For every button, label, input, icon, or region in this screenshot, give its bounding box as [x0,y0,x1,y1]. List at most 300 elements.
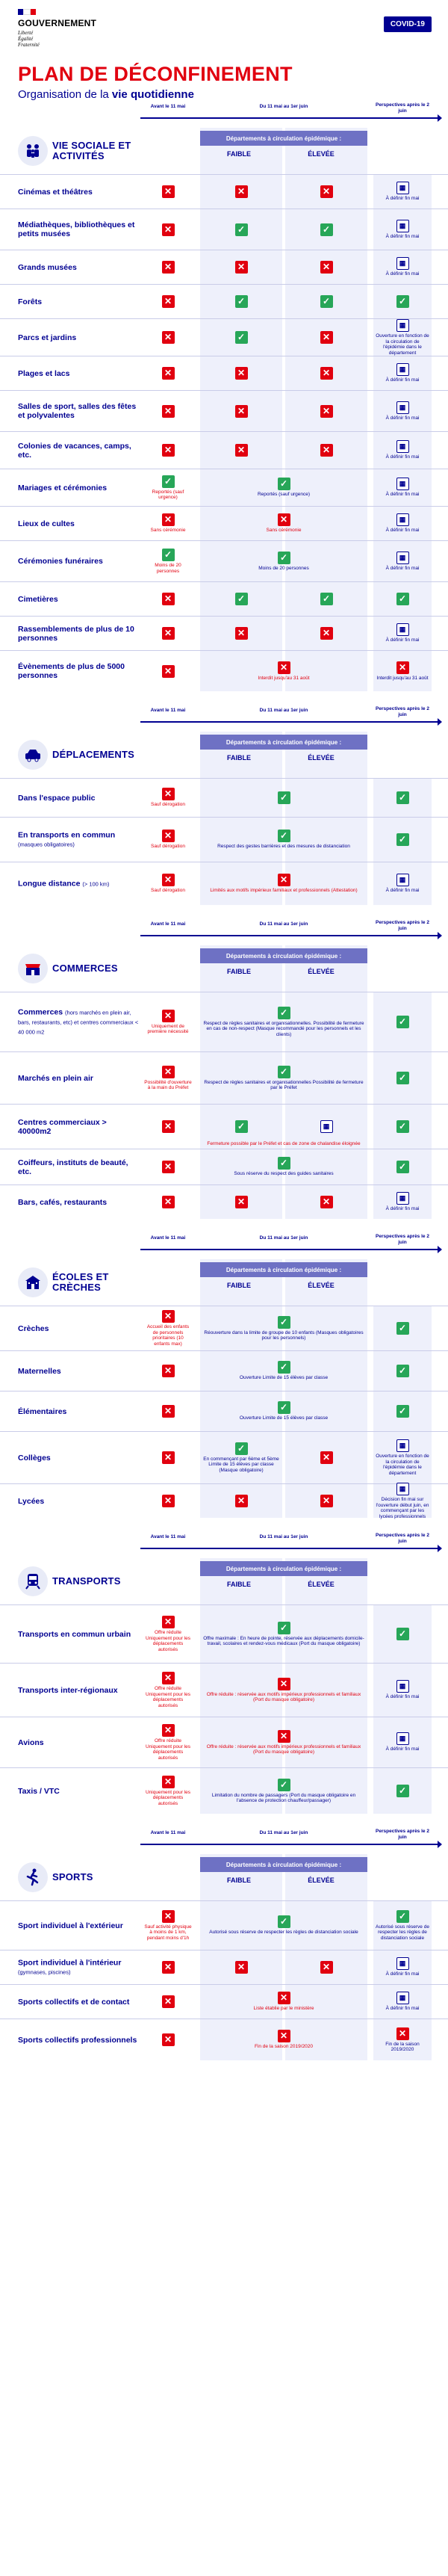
closed-icon: ✕ [162,874,175,886]
row-label: Transports en commun urbain [18,1629,131,1639]
cell-after: ▦ À définir fin mai [373,1717,432,1767]
calendar-icon: ▦ [396,1957,409,1970]
calendar-icon: ▦ [396,478,409,490]
cell-after: ▦ À définir fin mai [373,541,432,581]
open-icon: ✓ [235,1442,248,1455]
section-header [0,1558,448,1604]
table-row [0,1184,448,1219]
closed-icon: ✕ [162,2033,175,2046]
row-label: Taxis / VTC [18,1786,60,1796]
table-row [0,778,448,817]
cell-after: ▦ À définir fin mai [373,1950,432,1984]
closed-icon: ✕ [278,2030,290,2042]
cell-during: ✓ Offre maximale : En heure de pointe, réservée aux déplacements domicile-travail, scolaires et rendez-vous médicaux (Port du masque obligatoire) [203,1622,364,1646]
timeline-arrow [140,1548,441,1549]
cell-during: ✓ Respect des gestes barrières et des mesures de distanciation [217,830,350,850]
cell-after [373,1052,432,1104]
cell-after: ▦ À définir fin mai [373,175,432,209]
closed-icon: ✕ [162,1010,175,1022]
closed-icon: ✕ [278,1992,290,2004]
cell-before: ✓ Moins de 20 personnes [155,549,181,574]
cell-after: ▦ À définir fin mai [373,356,432,390]
closed-icon: ✕ [235,405,248,418]
cell-before [142,250,194,284]
open-icon: ✓ [396,1161,409,1173]
cell-after: ▦ À définir fin mai [373,391,432,431]
col-during: Du 11 mai au 1er juin [259,1830,308,1835]
open-icon: ✓ [396,1405,409,1418]
col-during: Du 11 mai au 1er juin [259,921,308,927]
section-header [0,945,448,992]
cell-after: ✕ Interdit jusqu'au 31 août [376,661,429,681]
cell-elevee [285,1432,367,1483]
row-label: Maternelles [18,1366,61,1376]
section-header [0,128,448,174]
closed-icon: ✕ [235,1196,248,1208]
zone-band: Départements à circulation épidémique : [200,1857,367,1872]
cell-before [142,319,194,356]
cell-during: ✕ Liste établie par le ministère [253,1992,314,2012]
col-after: Perspectives après le 2 juin [376,1829,429,1840]
section-header [0,732,448,778]
open-icon: ✓ [278,1316,290,1329]
closed-icon: ✕ [162,1066,175,1078]
row-label: Longue distance (> 100 km) [18,879,110,888]
open-icon: ✓ [396,1628,409,1640]
cell-faible [200,391,282,431]
closed-icon: ✕ [162,627,175,640]
cell-faible [200,1185,282,1219]
timeline-arrow [140,1249,441,1250]
col-before: Avant le 11 mai [150,708,186,713]
cell-after [373,1351,432,1391]
row-label: Cinémas et théâtres [18,187,93,197]
section-2 [0,918,448,1219]
table-row [0,862,448,905]
zone-elevee: ÉLEVÉE [308,1581,335,1588]
column-headers [0,1531,448,1558]
closed-icon: ✕ [320,627,333,640]
row-label: Cimetières [18,594,58,604]
cell-faible [200,1950,282,1984]
cell-faible [200,582,282,616]
zone-elevee: ÉLEVÉE [308,968,335,975]
closed-icon: ✕ [235,1961,248,1974]
timeline-arrow [140,1844,441,1845]
calendar-icon: ▦ [396,1992,409,2004]
open-icon: ✓ [278,1361,290,1374]
cell-during [200,779,367,817]
cell-faible [200,356,282,390]
open-icon: ✓ [396,1016,409,1028]
cell-after: ▦ Ouverture en fonction de la circulation de l'épidémie dans le département [373,1432,432,1483]
page-title: PLAN DE DÉCONFINEMENT [18,63,293,85]
cell-after [373,1605,432,1663]
sections [0,101,448,2074]
closed-icon: ✕ [320,1495,333,1507]
table-row [0,2019,448,2060]
cell-before: ✕ Sauf dérogation [151,874,185,894]
zone-band: Départements à circulation épidémique : [200,1262,367,1277]
cell-before [142,1985,194,2019]
zone-band: Départements à circulation épidémique : [200,1561,367,1576]
closed-icon: ✕ [320,185,333,198]
row-label: Sport individuel à l'extérieur [18,1921,123,1930]
zone-faible: FAIBLE [226,754,251,762]
cell-before [142,1950,194,1984]
row-label: Centres commerciaux > 40000m2 [18,1117,107,1136]
closed-icon: ✕ [235,1495,248,1507]
cell-after [373,1105,432,1149]
closed-icon: ✕ [162,1405,175,1418]
table-row [0,1604,448,1663]
closed-icon: ✕ [320,261,333,274]
cell-faible [200,250,282,284]
cell-faible [200,319,282,356]
open-icon: ✓ [396,1785,409,1797]
table-row [0,540,448,581]
table-row [0,1391,448,1431]
cell-during: ✓ Respect de règles sanitaires et organisationnelles Possibilité de fermeture par le Préfet [204,1066,364,1090]
cell-before [142,2019,194,2060]
cell-during: ✓ Ouverture Limite de 15 élèves par classe [239,1362,329,1381]
section-title: DÉPLACEMENTS [52,749,135,760]
cell-before [142,1392,194,1431]
cell-during: ✓ Ouverture Limite de 15 élèves par classe [239,1402,329,1421]
open-icon: ✓ [396,1120,409,1133]
row-label: Sports collectifs professionnels [18,2035,137,2045]
calendar-icon: ▦ [396,401,409,414]
table-row [0,817,448,862]
open-icon: ✓ [396,1072,409,1084]
row-label: Grands musées [18,262,77,272]
table-row [0,1717,448,1767]
zone-elevee: ÉLEVÉE [308,1282,335,1289]
open-icon: ✓ [235,1120,248,1133]
cell-before [142,285,194,318]
cell-elevee [285,250,367,284]
row-label: Colonies de vacances, camps, etc. [18,441,131,460]
open-icon: ✓ [320,295,333,308]
closed-icon: ✕ [162,665,175,678]
col-before: Avant le 11 mai [150,1830,186,1835]
cell-after [373,582,432,616]
closed-icon: ✕ [235,444,248,457]
calendar-icon: ▦ [396,440,409,453]
closed-icon: ✕ [162,1961,175,1974]
cell-faible [200,617,282,650]
open-icon: ✓ [278,791,290,804]
section-3 [0,1232,448,1518]
open-icon: ✓ [278,478,290,490]
calendar-icon: ▦ [396,1732,409,1745]
closed-icon: ✕ [320,1196,333,1208]
row-label: Crèches [18,1323,49,1333]
row-label: Parcs et jardins [18,333,77,342]
table-row [0,1767,448,1814]
calendar-icon: ▦ [396,363,409,376]
row-label: Mariages et cérémonies [18,483,108,492]
closed-icon: ✕ [320,1961,333,1974]
timeline-arrow [140,721,441,723]
row-label: Lycées [18,1496,45,1506]
cell-before: ✕ Offre réduite Uniquement pour les déplacements autorisés [146,1725,190,1761]
open-icon: ✓ [278,1915,290,1928]
open-icon: ✓ [278,1401,290,1414]
zone-faible: FAIBLE [226,1877,251,1884]
open-icon: ✓ [278,1007,290,1019]
table-row [0,209,448,250]
closed-icon: ✕ [162,593,175,605]
row-label: Transports inter-régionaux [18,1685,118,1695]
row-label: En transports en commun (masques obligatoires) [18,830,116,847]
cell-before: ✕ Possibilité d'ouverture à la main du Préfet [144,1066,192,1090]
closed-icon: ✕ [162,295,175,308]
open-icon: ✓ [396,1365,409,1377]
closed-icon: ✕ [162,444,175,457]
table-row [0,431,448,469]
closed-icon: ✕ [162,1724,175,1737]
row-label: Avions [18,1738,44,1747]
table-row [0,650,448,691]
closed-icon: ✕ [320,1451,333,1464]
cell-before [142,651,194,691]
closed-icon: ✕ [320,444,333,457]
table-row [0,1104,448,1149]
calendar-icon: ▦ [396,1483,409,1495]
calendar-icon: ▦ [396,552,409,564]
zone-elevee: ÉLEVÉE [308,150,335,158]
cell-before [142,1105,194,1149]
closed-icon: ✕ [162,367,175,380]
cell-during: ✓ Réouverture dans la limite de groupe de 10 enfants (Masques obligatoires pour les personnels) [204,1316,364,1341]
row-label: Plages et lacs [18,368,70,378]
cell-after: ▦ À définir fin mai [373,209,432,250]
col-after: Perspectives après le 2 juin [376,920,429,931]
cell-before: ✕ Sans cérémonie [150,514,186,534]
table-row [0,1051,448,1104]
cell-after: ▦ À définir fin mai [373,469,432,506]
open-icon: ✓ [278,1066,290,1078]
cell-during: ✕ Limités aux motifs impérieux familiaux et professionnels (Attestation) [210,874,358,894]
cell-after: ▦ À définir fin mai [373,1185,432,1219]
cell-during: ✓ Reportés (sauf urgence) [257,478,311,498]
closed-icon: ✕ [162,405,175,418]
cell-before [142,1484,194,1518]
closed-icon: ✕ [162,1365,175,1377]
cell-after [373,1306,432,1350]
closed-icon: ✕ [162,1616,175,1628]
zone-faible: FAIBLE [226,968,251,975]
section-title: COMMERCES [52,963,118,974]
calendar-icon: ▦ [396,182,409,194]
table-row [0,616,448,650]
closed-icon: ✕ [162,1495,175,1507]
column-headers [0,705,448,732]
cell-before [142,1149,194,1184]
car-icon [18,740,48,770]
zone-band: Départements à circulation épidémique : [200,948,367,963]
cell-after: ▦ Ouverture en fonction de la circulation de l'épidémie dans le département [373,319,432,356]
row-label: Médiathèques, bibliothèques et petits musées [18,220,135,238]
closed-icon: ✕ [162,830,175,842]
cell-before: ✕ Sauf dérogation [151,830,185,850]
cell-during: ✕ Fin de la saison 2019/2020 [254,2030,314,2050]
cell-during: ✕ Interdit jusqu'au 31 août [258,661,310,681]
open-icon: ✓ [278,1622,290,1634]
table-row [0,356,448,390]
row-label: Lieux de cultes [18,519,75,528]
closed-icon: ✕ [162,1451,175,1464]
cell-faible [200,1484,282,1518]
zone-elevee: ÉLEVÉE [308,1877,335,1884]
cell-elevee [285,617,367,650]
closed-icon: ✕ [278,874,290,886]
cell-before [142,1351,194,1391]
closed-icon: ✕ [162,1995,175,2008]
table-row [0,1431,448,1483]
table-row [0,1984,448,2019]
closed-icon: ✕ [162,1776,175,1788]
cell-before [142,432,194,469]
cell-elevee [285,319,367,356]
closed-icon: ✕ [396,2027,409,2040]
row-label: Salles de sport, salles des fêtes et polyvalentes [18,402,137,420]
col-before: Avant le 11 mai [150,1534,186,1539]
table-row [0,992,448,1051]
section-4 [0,1531,448,1814]
cell-before: ✕ Sauf activité physique à moins de 1 km, pendant moins d'1h [144,1910,192,1941]
open-icon: ✓ [396,1322,409,1335]
row-label: Élémentaires [18,1406,67,1416]
section-header [0,1854,448,1900]
closed-icon: ✕ [162,1672,175,1684]
cell-after [373,818,432,862]
calendar-icon: ▦ [396,1439,409,1452]
cell-elevee [285,582,367,616]
row-label: Coiffeurs, instituts de beauté, etc. [18,1158,128,1176]
section-title: VIE SOCIALE ET ACTIVITÉS [52,140,131,161]
zone-elevee: ÉLEVÉE [308,754,335,762]
cell-after: ▦ À définir fin mai [373,250,432,284]
cell-before: ✕ Offre réduite Uniquement pour les déplacements autorisés [146,1672,190,1708]
zone-band: Départements à circulation épidémique : [200,131,367,146]
closed-icon: ✕ [162,513,175,526]
family-icon [18,136,48,166]
cell-after: ▦ À définir fin mai [373,862,432,905]
cell-after [373,779,432,817]
cell-before: ✕ Sauf dérogation [151,788,185,808]
calendar-icon: ▦ [396,513,409,526]
zone-band: Départements à circulation épidémique : [200,735,367,750]
open-icon: ✓ [396,833,409,846]
column-headers [0,1232,448,1259]
calendar-icon: ▦ [396,1192,409,1205]
calendar-icon: ▦ [396,1680,409,1693]
open-icon: ✓ [235,593,248,605]
closed-icon: ✕ [235,627,248,640]
train-icon [18,1566,48,1596]
cell-faible [200,285,282,318]
cell-during: ✓ Limitation du nombre de passagers (Port du masque obligatoire en l'absence de protection chauffeur/passager) [211,1779,356,1803]
cell-after [373,285,432,318]
timeline-arrow [140,935,441,936]
cell-after: ✓ Autorisé sous réserve de respecter les règles de distanciation sociale [376,1910,429,1941]
cell-before: ✕ Uniquement pour les déplacements autorisés [146,1776,190,1806]
calendar-icon: ▦ [320,1120,333,1133]
page-header [0,0,448,101]
cell-elevee [285,1185,367,1219]
row-label: Forêts [18,297,43,306]
column-headers [0,1827,448,1854]
cell-elevee [285,1484,367,1518]
closed-icon: ✕ [162,1161,175,1173]
cell-during-note: Fermeture possible par le Préfet et cas de zone de chalandise éloignée [207,1140,361,1146]
cell-during: ✓ Moins de 20 personnes [258,552,309,571]
row-label: Commerces (hors marchés en plein air, bars, restaurants, etc) et centres commerciaux < 40 000 m2 [18,1007,139,1035]
zone-faible: FAIBLE [226,150,251,158]
cell-after: ✕ Fin de la saison 2019/2020 [385,2027,420,2052]
cell-after [373,1392,432,1431]
col-during: Du 11 mai au 1er juin [259,1235,308,1241]
table-row [0,1350,448,1391]
open-icon: ✓ [235,223,248,236]
row-label: Marchés en plein air [18,1073,93,1083]
open-icon: ✓ [396,593,409,605]
col-during: Du 11 mai au 1er juin [259,1534,308,1539]
cell-faible [200,209,282,250]
section-1 [0,705,448,905]
section-5 [0,1827,448,2060]
table-row [0,469,448,506]
col-before: Avant le 11 mai [150,1235,186,1241]
covid-badge: COVID-19 [384,16,432,32]
table-row [0,318,448,356]
table-row [0,284,448,318]
gov-name: GOUVERNEMENT [18,18,97,28]
closed-icon: ✕ [162,223,175,236]
shop-icon [18,954,48,983]
row-label: Évènements de plus de 5000 personnes [18,662,125,680]
cell-before [142,356,194,390]
calendar-icon: ▦ [396,220,409,232]
closed-icon: ✕ [162,261,175,274]
open-icon: ✓ [396,1910,409,1923]
cell-before [142,1432,194,1483]
page-subtitle: Organisation de la vie quotidienne [18,88,194,101]
open-icon: ✓ [278,1779,290,1791]
cell-after: ▦ À définir fin mai [373,432,432,469]
closed-icon: ✕ [278,513,290,526]
row-label: Bars, cafés, restaurants [18,1197,108,1207]
open-icon: ✓ [162,475,175,488]
calendar-icon: ▦ [396,623,409,636]
cell-before [142,582,194,616]
cell-elevee [285,1950,367,1984]
column-headers [0,101,448,128]
row-label: Cérémonies funéraires [18,557,103,566]
table-row [0,1950,448,1984]
runner-icon [18,1862,48,1892]
calendar-icon: ▦ [396,257,409,270]
cell-during: ✕ Sans cérémonie [266,514,302,534]
col-after: Perspectives après le 2 juin [376,706,429,717]
table-row [0,1306,448,1350]
flag-icon [18,9,36,15]
cell-before: ✓ Reportés (sauf urgence) [152,475,184,500]
cell-before [142,391,194,431]
cell-after [373,1149,432,1184]
